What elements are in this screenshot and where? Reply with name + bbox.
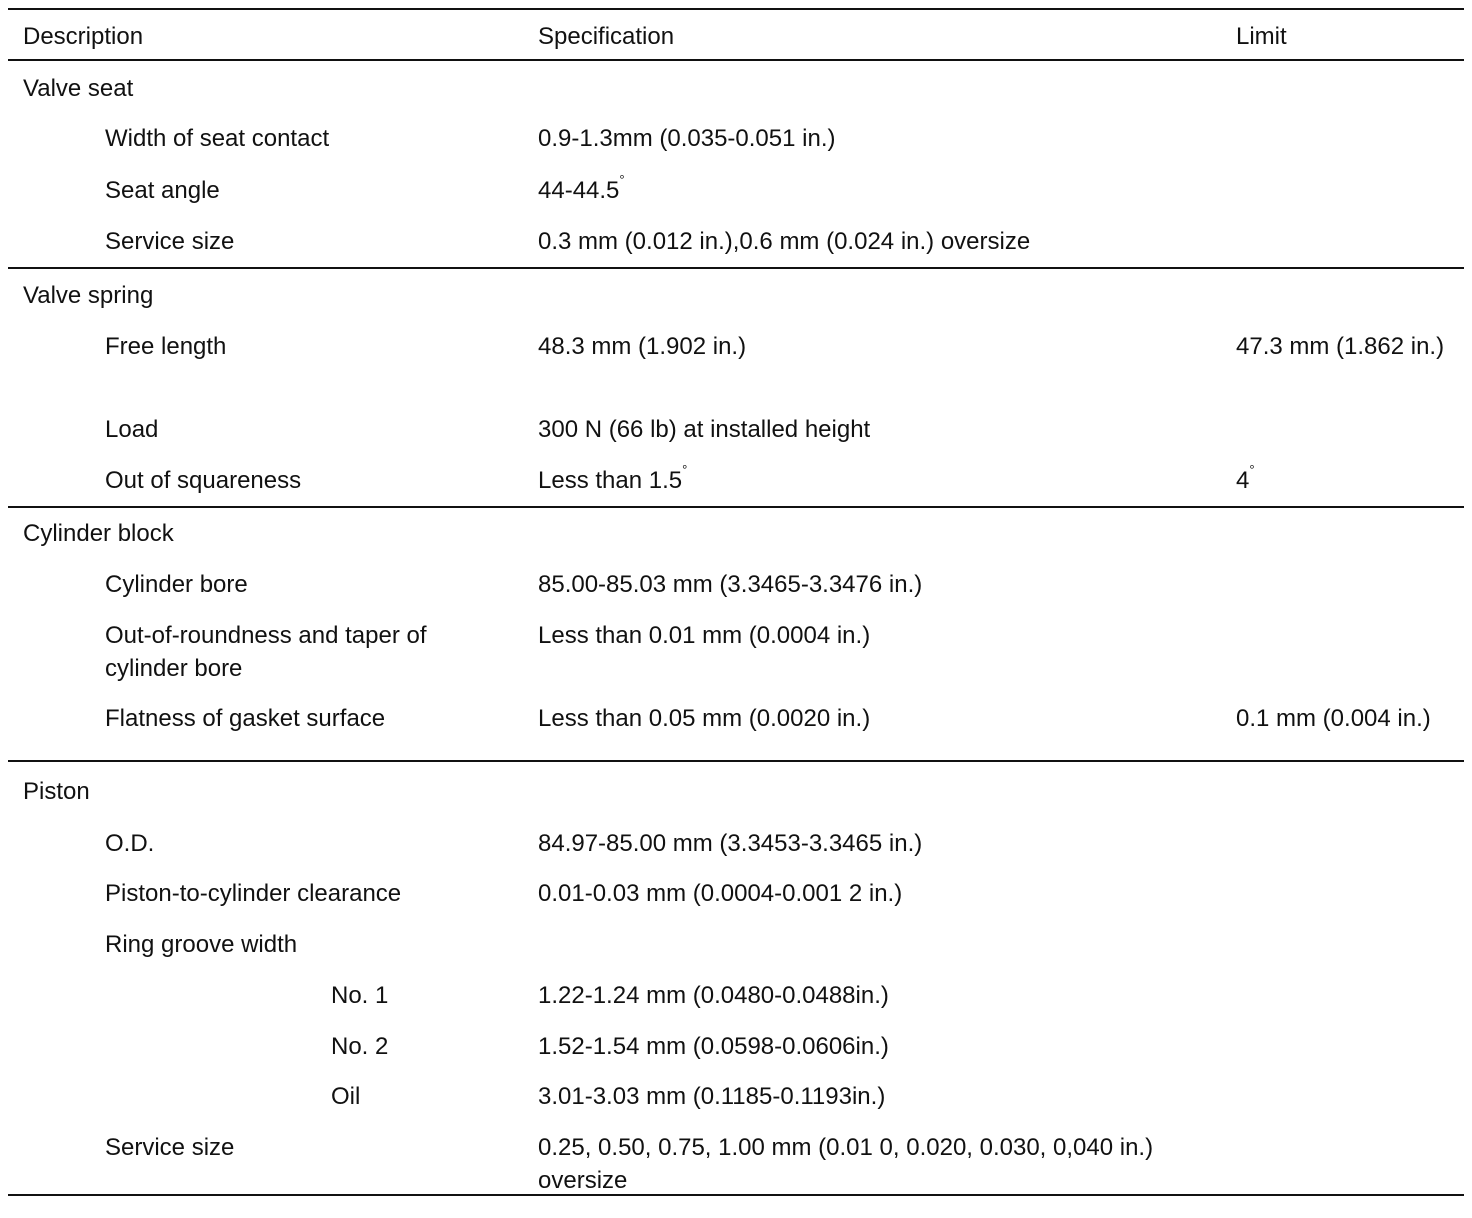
- header-description: Description: [23, 23, 144, 50]
- table-row: [8, 873, 1464, 924]
- item-label: Cylinder bore: [105, 571, 248, 598]
- item-label: Flatness of gasket surface: [105, 705, 386, 732]
- item-limit: 47.3 mm (1.862 in.): [1236, 333, 1445, 360]
- section-title: Piston: [23, 778, 90, 805]
- item-label: Width of seat contact: [105, 125, 330, 152]
- section-title: Valve seat: [23, 75, 134, 102]
- item-spec: 1.22-1.24 mm (0.0480-0.0488in.): [538, 982, 889, 1009]
- item-label: Piston-to-cylinder clearance: [105, 880, 402, 907]
- item-spec: [538, 174, 1218, 207]
- table-row: [8, 1026, 1464, 1076]
- table-row: [8, 975, 1464, 1026]
- item-spec: 300 N (66 lb) at installed height: [538, 416, 871, 443]
- table-row: [8, 1076, 1464, 1127]
- item-spec: [538, 464, 1218, 497]
- item-spec: Less than 0.05 mm (0.0020 in.): [538, 705, 871, 732]
- item-spec: 1.52-1.54 mm (0.0598-0.0606in.): [538, 1033, 889, 1060]
- item-label: Out of squareness: [105, 467, 302, 494]
- degree-symbol: °: [619, 172, 625, 187]
- item-spec: 0.25, 0.50, 0.75, 1.00 mm (0.01 0, 0.020, 0.030, 0,040 in.) oversize: [538, 1134, 1154, 1194]
- item-label: Service size: [105, 1134, 235, 1161]
- spec-value: Less than 1.5: [538, 467, 683, 494]
- item-spec: 3.01-3.03 mm (0.1185-0.1193in.): [538, 1083, 886, 1110]
- table-row: [8, 924, 1464, 975]
- item-label: No. 1: [331, 982, 389, 1009]
- item-spec: 48.3 mm (1.902 in.): [538, 333, 747, 360]
- item-label: Oil: [331, 1083, 361, 1110]
- item-label: No. 2: [331, 1033, 389, 1060]
- section-title: Valve spring: [23, 282, 154, 309]
- table-row: [8, 165, 1464, 216]
- header-row: [8, 10, 1464, 59]
- table-row: [8, 404, 1464, 455]
- table-row: [8, 455, 1464, 506]
- table-row: [8, 216, 1464, 267]
- spec-table: [8, 8, 1464, 1196]
- limit-value: 4: [1236, 467, 1250, 494]
- section-title: Cylinder block: [23, 520, 174, 547]
- table-row: [8, 320, 1464, 404]
- item-spec: 84.97-85.00 mm (3.3453-3.3465 in.): [538, 830, 923, 857]
- item-label: Seat angle: [105, 177, 220, 204]
- item-spec: 0.01-0.03 mm (0.0004-0.001 2 in.): [538, 880, 903, 907]
- section-row-valve-seat: [8, 61, 1464, 113]
- table-row: [8, 559, 1464, 610]
- section-row-cylinder-block: [8, 508, 1464, 559]
- item-label: Load: [105, 416, 159, 443]
- item-limit: [1236, 464, 1456, 497]
- table-row: [8, 113, 1464, 165]
- section-row-piston: [8, 762, 1464, 823]
- item-spec: 0.9-1.3mm (0.035-0.051 in.): [538, 125, 836, 152]
- item-spec: 85.00-85.03 mm (3.3465-3.3476 in.): [538, 571, 923, 598]
- table-row: [8, 610, 1464, 693]
- item-label: Ring groove width: [105, 931, 298, 958]
- item-label: Out-of-roundness and taper of cylinder bore: [105, 622, 427, 682]
- table-row: [8, 693, 1464, 760]
- item-label: Free length: [105, 333, 227, 360]
- item-limit: 0.1 mm (0.004 in.): [1236, 705, 1431, 732]
- table-row: [8, 1127, 1464, 1194]
- header-limit: Limit: [1236, 23, 1287, 50]
- item-label: O.D.: [105, 830, 155, 857]
- section-row-valve-spring: [8, 269, 1464, 320]
- header-specification: Specification: [538, 23, 675, 50]
- degree-symbol: °: [682, 462, 688, 477]
- item-label: Service size: [105, 228, 235, 255]
- item-spec: Less than 0.01 mm (0.0004 in.): [538, 622, 871, 649]
- item-spec: 0.3 mm (0.012 in.),0.6 mm (0.024 in.) oversize: [538, 228, 1031, 255]
- spec-value: 44-44.5: [538, 177, 620, 204]
- table-row: [8, 823, 1464, 873]
- degree-symbol: °: [1249, 462, 1255, 477]
